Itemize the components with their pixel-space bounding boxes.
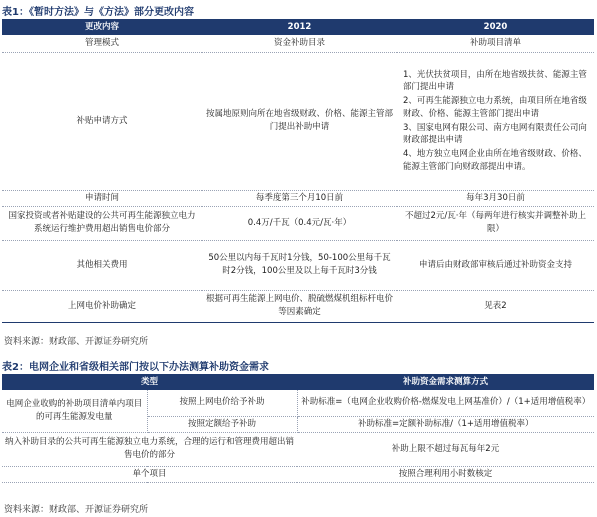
table-cell: 补助标准=定额补助标准/（1+适用增值税率）: [297, 416, 594, 432]
table-row: [2, 35, 594, 52]
table1: [2, 19, 594, 323]
table-row: [2, 390, 594, 416]
table-row: [2, 190, 594, 206]
table-cell: 0.4万/千瓦（0.4元/瓦·年）: [202, 206, 397, 240]
list-item: 4、地方独立电网企业由所在地省级财政、价格、能源主管部门向财政部提出申请。: [403, 149, 587, 172]
table-cell: 补贴申请方式: [2, 52, 202, 190]
table1-source: 资料来源：财政部、开源证券研究所: [4, 337, 149, 347]
table-cell: 其他相关费用: [2, 240, 202, 290]
table-cell: 申请时间: [2, 190, 202, 206]
list-item: 3、国家电网有限公司、南方电网有限责任公司向财政部提出申请: [403, 122, 587, 146]
table-row: [2, 52, 594, 190]
table2-header-type: 类型: [2, 374, 297, 390]
table-cell: 50公里以内每千瓦时1分钱，50-100公里每千瓦时2分钱，100公里及以上每千瓦时3分钱: [202, 240, 397, 290]
table-cell: 根据可再生能源上网电价、脱硫燃煤机组标杆电价等因素确定: [202, 290, 397, 322]
table2: [2, 374, 594, 483]
table-cell: 见表2: [397, 290, 594, 322]
table-row: [2, 240, 594, 290]
table2-caption: 表2：电网企业和省级相关部门按以下办法测算补助资金需求: [2, 362, 269, 373]
table-cell: 资金补助目录: [202, 35, 397, 52]
list-item: 2、可再生能源独立电力系统，由项目所在地省级财政、价格、能源主管部门提出申请: [403, 96, 587, 119]
table-cell: 按照合理利用小时数核定: [297, 466, 594, 482]
table1-header-2012: 2012: [202, 19, 397, 35]
table-row: [2, 432, 594, 466]
table-cell: 按属地原则向所在地省级财政、价格、能源主管部门提出补助申请: [202, 52, 397, 190]
table-cell: 申请后由财政部审核后通过补助资金支持: [397, 240, 594, 290]
table-cell: 国家投资或者补贴建设的公共可再生能源独立电力系统运行维护费用超出销售电价部分: [2, 206, 202, 240]
table-cell: 单个项目: [2, 466, 297, 482]
table-cell: 纳入补助目录的公共可再生能源独立电力系统，合理的运行和管理费用超出销售电价的部分: [2, 432, 297, 466]
table2-header-method: 补助资金需求测算方式: [297, 374, 594, 390]
table1-header-item: 更改内容: [2, 19, 202, 35]
list-item: 1、光伏扶贫项目，由所在地省级扶贫、能源主管部门提出申请: [403, 69, 587, 93]
table-cell: 每季度第三个月10日前: [202, 190, 397, 206]
table-cell: [397, 52, 594, 190]
table2-source: 资料来源：财政部、开源证券研究所: [4, 505, 149, 515]
table-cell: 电网企业收购的补助项目清单内项目的可再生能源发电量: [2, 390, 147, 432]
table1-caption: 表1：《暂时方法》与《方法》部分更改内容: [2, 7, 194, 18]
table-cell: 每年3月30日前: [397, 190, 594, 206]
table-cell: 补助项目清单: [397, 35, 594, 52]
table-row: [2, 290, 594, 322]
table-row: [2, 466, 594, 482]
table-cell: 管理模式: [2, 35, 202, 52]
table-cell: 不超过2元/瓦·年（每两年进行核实并调整补助上限）: [397, 206, 594, 240]
table1-header-2020: 2020: [397, 19, 594, 35]
table-cell: 补助上限不超过每瓦每年2元: [297, 432, 594, 466]
table-cell: 按照上网电价给予补助: [147, 390, 297, 416]
table-cell: 上网电价补助确定: [2, 290, 202, 322]
table-cell: 补助标准=（电网企业收购价格-燃煤发电上网基准价）/（1+适用增值税率）: [297, 390, 594, 416]
table-row: [2, 206, 594, 240]
table-cell: 按照定额给予补助: [147, 416, 297, 432]
